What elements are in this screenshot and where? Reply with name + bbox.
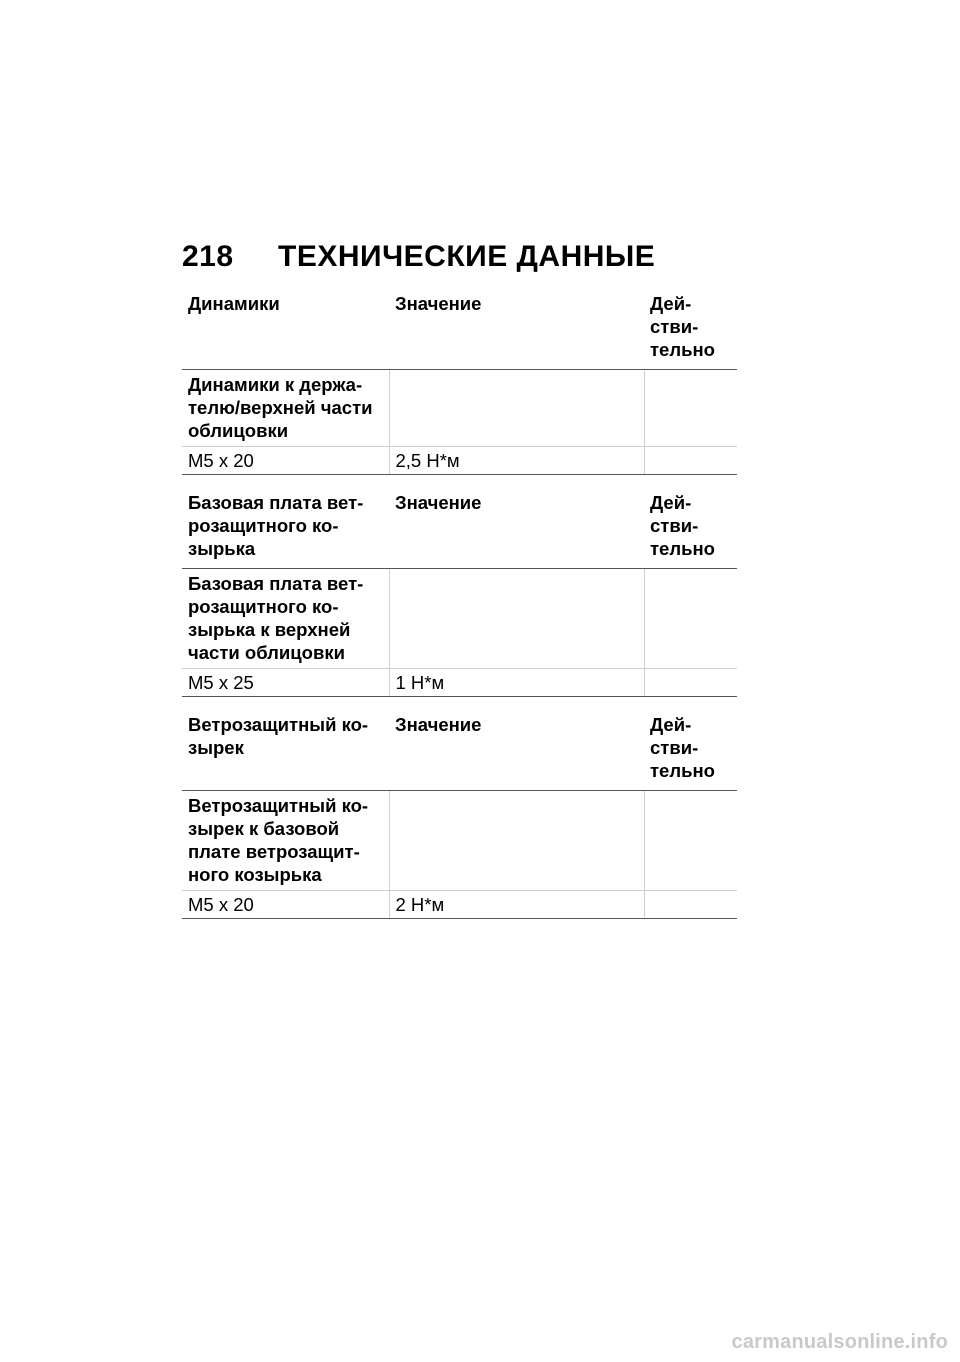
group-empty-cell [389, 370, 644, 447]
table-group-row [182, 569, 737, 669]
torque-table-windshield [182, 697, 737, 919]
group-label: Динамики к держа- телю/верхней части облицовки [182, 370, 389, 447]
column-header-component: Ветрозащитный ко- зырек [182, 697, 389, 791]
group-empty-cell [389, 791, 644, 891]
table-header-row [182, 286, 737, 370]
table-group-row [182, 791, 737, 891]
torque-value-cell: 1 Н*м [389, 669, 644, 697]
torque-value-cell: 2,5 Н*м [389, 447, 644, 475]
watermark: carmanualsonline.info [731, 1331, 948, 1353]
table-row [182, 891, 737, 919]
fastener-cell: M5 x 20 [182, 447, 389, 475]
column-header-valid: Дей- стви- тельно [644, 475, 737, 569]
section-title: ТЕХНИЧЕСКИЕ ДАННЫЕ [278, 240, 656, 273]
table-header-row [182, 697, 737, 791]
torque-tables [182, 286, 737, 919]
table-group-row [182, 370, 737, 447]
valid-cell [644, 669, 737, 697]
group-label: Базовая плата вет- розащитного ко- зырька к верхней части облицовки [182, 569, 389, 669]
page-header [182, 240, 655, 274]
column-header-component: Базовая плата вет- розащитного ко- зырька [182, 475, 389, 569]
group-empty-cell [644, 791, 737, 891]
table-row [182, 447, 737, 475]
column-header-component: Динамики [182, 286, 389, 370]
valid-cell [644, 447, 737, 475]
torque-table-speakers [182, 286, 737, 475]
column-header-valid: Дей- стви- тельно [644, 286, 737, 370]
group-empty-cell [644, 569, 737, 669]
group-empty-cell [644, 370, 737, 447]
table-row [182, 669, 737, 697]
valid-cell [644, 891, 737, 919]
fastener-cell: M5 x 25 [182, 669, 389, 697]
torque-value-cell: 2 Н*м [389, 891, 644, 919]
column-header-value: Значение [389, 286, 644, 370]
page-number: 218 [182, 240, 234, 273]
torque-table-windshield-base [182, 475, 737, 697]
column-header-value: Значение [389, 697, 644, 791]
column-header-value: Значение [389, 475, 644, 569]
group-label: Ветрозащитный ко- зырек к базовой плате ветрозащит- ного козырька [182, 791, 389, 891]
column-header-valid: Дей- стви- тельно [644, 697, 737, 791]
fastener-cell: M5 x 20 [182, 891, 389, 919]
table-header-row [182, 475, 737, 569]
group-empty-cell [389, 569, 644, 669]
